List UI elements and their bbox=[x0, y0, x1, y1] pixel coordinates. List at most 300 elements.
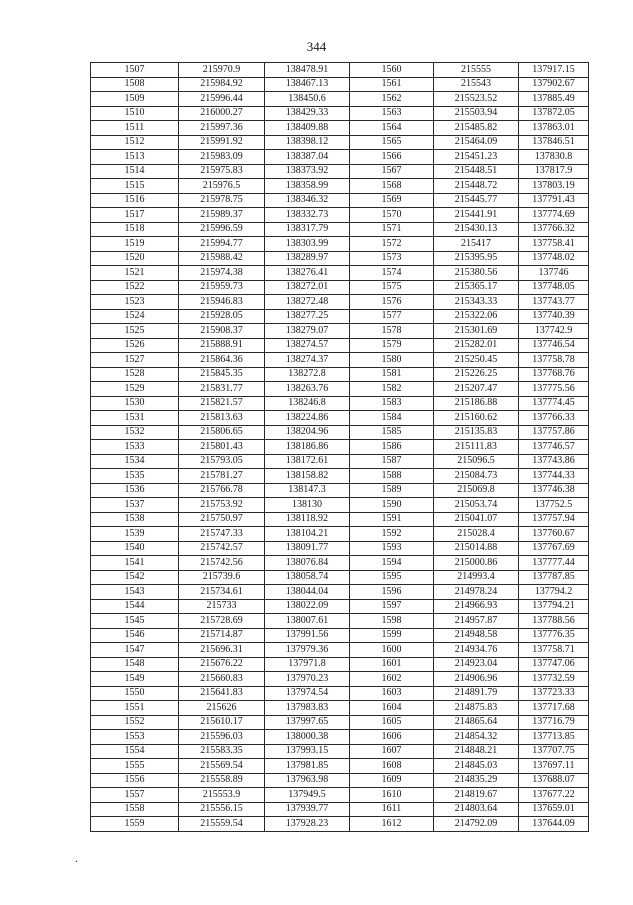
point-number-cell: 1601 bbox=[350, 657, 434, 672]
x-coordinate-cell: 215793.05 bbox=[179, 454, 265, 469]
table-row bbox=[91, 454, 589, 469]
y-coordinate-cell: 137863.01 bbox=[519, 121, 589, 136]
table-row bbox=[91, 541, 589, 556]
y-coordinate-cell: 137713.85 bbox=[519, 730, 589, 745]
x-coordinate-cell: 215959.73 bbox=[179, 280, 265, 295]
x-coordinate-cell: 215084.73 bbox=[434, 469, 519, 484]
x-coordinate-cell: 215766.78 bbox=[179, 483, 265, 498]
point-number-cell: 1512 bbox=[91, 135, 179, 150]
x-coordinate-cell: 214845.03 bbox=[434, 759, 519, 774]
page-number: 344 bbox=[306, 39, 327, 54]
x-coordinate-cell: 215135.83 bbox=[434, 425, 519, 440]
point-number-cell: 1541 bbox=[91, 556, 179, 571]
y-coordinate-cell: 137872.05 bbox=[519, 106, 589, 121]
y-coordinate-cell: 137659.01 bbox=[519, 802, 589, 817]
point-number-cell: 1555 bbox=[91, 759, 179, 774]
y-coordinate-cell: 137677.22 bbox=[519, 788, 589, 803]
x-coordinate-cell: 215733 bbox=[179, 599, 265, 614]
point-number-cell: 1603 bbox=[350, 686, 434, 701]
point-number-cell: 1561 bbox=[350, 77, 434, 92]
y-coordinate-cell: 137928.23 bbox=[265, 817, 350, 832]
y-coordinate-cell: 138130 bbox=[265, 498, 350, 513]
x-coordinate-cell: 215583.35 bbox=[179, 744, 265, 759]
y-coordinate-cell: 137740.39 bbox=[519, 309, 589, 324]
point-number-cell: 1558 bbox=[91, 802, 179, 817]
table-row bbox=[91, 585, 589, 600]
y-coordinate-cell: 137830.8 bbox=[519, 150, 589, 165]
table-row bbox=[91, 657, 589, 672]
y-coordinate-cell: 137846.51 bbox=[519, 135, 589, 150]
x-coordinate-cell: 215417 bbox=[434, 237, 519, 252]
y-coordinate-cell: 137697.11 bbox=[519, 759, 589, 774]
y-coordinate-cell: 138224.86 bbox=[265, 411, 350, 426]
x-coordinate-cell: 215742.56 bbox=[179, 556, 265, 571]
y-coordinate-cell: 138076.84 bbox=[265, 556, 350, 571]
x-coordinate-cell: 215395.95 bbox=[434, 251, 519, 266]
x-coordinate-cell: 215946.83 bbox=[179, 295, 265, 310]
y-coordinate-cell: 137748.05 bbox=[519, 280, 589, 295]
table-row bbox=[91, 150, 589, 165]
point-number-cell: 1556 bbox=[91, 773, 179, 788]
table-row bbox=[91, 106, 589, 121]
y-coordinate-cell: 137746.38 bbox=[519, 483, 589, 498]
y-coordinate-cell: 137971.8 bbox=[265, 657, 350, 672]
table-row bbox=[91, 643, 589, 658]
y-coordinate-cell: 137752.5 bbox=[519, 498, 589, 513]
y-coordinate-cell: 137716.79 bbox=[519, 715, 589, 730]
x-coordinate-cell: 215696.31 bbox=[179, 643, 265, 658]
table-row bbox=[91, 338, 589, 353]
point-number-cell: 1592 bbox=[350, 527, 434, 542]
table-row bbox=[91, 193, 589, 208]
x-coordinate-cell: 214854.32 bbox=[434, 730, 519, 745]
x-coordinate-cell: 215380.56 bbox=[434, 266, 519, 281]
point-number-cell: 1576 bbox=[350, 295, 434, 310]
x-coordinate-cell: 215226.25 bbox=[434, 367, 519, 382]
x-coordinate-cell: 215864.36 bbox=[179, 353, 265, 368]
point-number-cell: 1612 bbox=[350, 817, 434, 832]
y-coordinate-cell: 138272.8 bbox=[265, 367, 350, 382]
point-number-cell: 1572 bbox=[350, 237, 434, 252]
x-coordinate-cell: 215970.9 bbox=[179, 63, 265, 78]
point-number-cell: 1590 bbox=[350, 498, 434, 513]
x-coordinate-cell: 214875.83 bbox=[434, 701, 519, 716]
point-number-cell: 1608 bbox=[350, 759, 434, 774]
table-row bbox=[91, 280, 589, 295]
x-coordinate-cell: 215365.17 bbox=[434, 280, 519, 295]
point-number-cell: 1597 bbox=[350, 599, 434, 614]
table-row bbox=[91, 179, 589, 194]
point-number-cell: 1569 bbox=[350, 193, 434, 208]
point-number-cell: 1580 bbox=[350, 353, 434, 368]
table-row bbox=[91, 237, 589, 252]
x-coordinate-cell: 215160.62 bbox=[434, 411, 519, 426]
y-coordinate-cell: 137757.86 bbox=[519, 425, 589, 440]
x-coordinate-cell: 215676.22 bbox=[179, 657, 265, 672]
point-number-cell: 1582 bbox=[350, 382, 434, 397]
coordinates-table bbox=[90, 62, 589, 832]
point-number-cell: 1535 bbox=[91, 469, 179, 484]
x-coordinate-cell: 215997.36 bbox=[179, 121, 265, 136]
y-coordinate-cell: 138303.99 bbox=[265, 237, 350, 252]
point-number-cell: 1604 bbox=[350, 701, 434, 716]
x-coordinate-cell: 215053.74 bbox=[434, 498, 519, 513]
point-number-cell: 1591 bbox=[350, 512, 434, 527]
y-coordinate-cell: 138450.6 bbox=[265, 92, 350, 107]
x-coordinate-cell: 215747.33 bbox=[179, 527, 265, 542]
table-row bbox=[91, 251, 589, 266]
point-number-cell: 1508 bbox=[91, 77, 179, 92]
point-number-cell: 1607 bbox=[350, 744, 434, 759]
point-number-cell: 1511 bbox=[91, 121, 179, 136]
y-coordinate-cell: 137993.15 bbox=[265, 744, 350, 759]
table-row bbox=[91, 701, 589, 716]
x-coordinate-cell: 215553.9 bbox=[179, 788, 265, 803]
table-row bbox=[91, 309, 589, 324]
point-number-cell: 1581 bbox=[350, 367, 434, 382]
x-coordinate-cell: 215983.09 bbox=[179, 150, 265, 165]
y-coordinate-cell: 137746.57 bbox=[519, 440, 589, 455]
x-coordinate-cell: 215523.52 bbox=[434, 92, 519, 107]
x-coordinate-cell: 215448.72 bbox=[434, 179, 519, 194]
y-coordinate-cell: 138274.57 bbox=[265, 338, 350, 353]
y-coordinate-cell: 138118.92 bbox=[265, 512, 350, 527]
y-coordinate-cell: 138276.41 bbox=[265, 266, 350, 281]
point-number-cell: 1539 bbox=[91, 527, 179, 542]
x-coordinate-cell: 215714.87 bbox=[179, 628, 265, 643]
x-coordinate-cell: 215989.37 bbox=[179, 208, 265, 223]
y-coordinate-cell: 138332.73 bbox=[265, 208, 350, 223]
point-number-cell: 1605 bbox=[350, 715, 434, 730]
point-number-cell: 1562 bbox=[350, 92, 434, 107]
point-number-cell: 1570 bbox=[350, 208, 434, 223]
table-row bbox=[91, 556, 589, 571]
x-coordinate-cell: 214957.87 bbox=[434, 614, 519, 629]
table-row bbox=[91, 92, 589, 107]
point-number-cell: 1602 bbox=[350, 672, 434, 687]
x-coordinate-cell: 215503.94 bbox=[434, 106, 519, 121]
point-number-cell: 1532 bbox=[91, 425, 179, 440]
y-coordinate-cell: 138044.04 bbox=[265, 585, 350, 600]
x-coordinate-cell: 214792.09 bbox=[434, 817, 519, 832]
table-row bbox=[91, 222, 589, 237]
point-number-cell: 1610 bbox=[350, 788, 434, 803]
table-row bbox=[91, 367, 589, 382]
y-coordinate-cell: 138346.32 bbox=[265, 193, 350, 208]
y-coordinate-cell: 137732.59 bbox=[519, 672, 589, 687]
point-number-cell: 1554 bbox=[91, 744, 179, 759]
x-coordinate-cell: 215806.65 bbox=[179, 425, 265, 440]
x-coordinate-cell: 215994.77 bbox=[179, 237, 265, 252]
table-row bbox=[91, 570, 589, 585]
point-number-cell: 1524 bbox=[91, 309, 179, 324]
point-number-cell: 1517 bbox=[91, 208, 179, 223]
table-row bbox=[91, 483, 589, 498]
point-number-cell: 1609 bbox=[350, 773, 434, 788]
y-coordinate-cell: 138172.61 bbox=[265, 454, 350, 469]
x-coordinate-cell: 215813.63 bbox=[179, 411, 265, 426]
y-coordinate-cell: 138091.77 bbox=[265, 541, 350, 556]
table-row bbox=[91, 295, 589, 310]
table-row bbox=[91, 77, 589, 92]
point-number-cell: 1595 bbox=[350, 570, 434, 585]
point-number-cell: 1593 bbox=[350, 541, 434, 556]
y-coordinate-cell: 138277.25 bbox=[265, 309, 350, 324]
y-coordinate-cell: 137744.33 bbox=[519, 469, 589, 484]
x-coordinate-cell: 215556.15 bbox=[179, 802, 265, 817]
y-coordinate-cell: 137979.36 bbox=[265, 643, 350, 658]
x-coordinate-cell: 215250.45 bbox=[434, 353, 519, 368]
y-coordinate-cell: 138358.99 bbox=[265, 179, 350, 194]
y-coordinate-cell: 137974.54 bbox=[265, 686, 350, 701]
x-coordinate-cell: 214923.04 bbox=[434, 657, 519, 672]
point-number-cell: 1510 bbox=[91, 106, 179, 121]
point-number-cell: 1534 bbox=[91, 454, 179, 469]
point-number-cell: 1550 bbox=[91, 686, 179, 701]
y-coordinate-cell: 137747.06 bbox=[519, 657, 589, 672]
point-number-cell: 1563 bbox=[350, 106, 434, 121]
y-coordinate-cell: 137743.86 bbox=[519, 454, 589, 469]
x-coordinate-cell: 215207.47 bbox=[434, 382, 519, 397]
point-number-cell: 1566 bbox=[350, 150, 434, 165]
point-number-cell: 1548 bbox=[91, 657, 179, 672]
y-coordinate-cell: 137803.19 bbox=[519, 179, 589, 194]
table-row bbox=[91, 759, 589, 774]
x-coordinate-cell: 215111.83 bbox=[434, 440, 519, 455]
y-coordinate-cell: 138147.3 bbox=[265, 483, 350, 498]
y-coordinate-cell: 138158.82 bbox=[265, 469, 350, 484]
point-number-cell: 1598 bbox=[350, 614, 434, 629]
point-number-cell: 1606 bbox=[350, 730, 434, 745]
y-coordinate-cell: 138279.07 bbox=[265, 324, 350, 339]
table-row bbox=[91, 63, 589, 78]
y-coordinate-cell: 138274.37 bbox=[265, 353, 350, 368]
x-coordinate-cell: 214835.29 bbox=[434, 773, 519, 788]
y-coordinate-cell: 138058.74 bbox=[265, 570, 350, 585]
coordinates-table-body bbox=[91, 63, 589, 832]
x-coordinate-cell: 215988.42 bbox=[179, 251, 265, 266]
point-number-cell: 1564 bbox=[350, 121, 434, 136]
point-number-cell: 1599 bbox=[350, 628, 434, 643]
x-coordinate-cell: 214934.76 bbox=[434, 643, 519, 658]
point-number-cell: 1526 bbox=[91, 338, 179, 353]
x-coordinate-cell: 214978.24 bbox=[434, 585, 519, 600]
x-coordinate-cell: 214891.79 bbox=[434, 686, 519, 701]
y-coordinate-cell: 137917.15 bbox=[519, 63, 589, 78]
table-row bbox=[91, 817, 589, 832]
point-number-cell: 1596 bbox=[350, 585, 434, 600]
y-coordinate-cell: 137758.71 bbox=[519, 643, 589, 658]
point-number-cell: 1542 bbox=[91, 570, 179, 585]
point-number-cell: 1568 bbox=[350, 179, 434, 194]
x-coordinate-cell: 215282.01 bbox=[434, 338, 519, 353]
point-number-cell: 1520 bbox=[91, 251, 179, 266]
x-coordinate-cell: 215301.69 bbox=[434, 324, 519, 339]
x-coordinate-cell: 215888.91 bbox=[179, 338, 265, 353]
point-number-cell: 1515 bbox=[91, 179, 179, 194]
y-coordinate-cell: 137644.09 bbox=[519, 817, 589, 832]
point-number-cell: 1518 bbox=[91, 222, 179, 237]
point-number-cell: 1611 bbox=[350, 802, 434, 817]
table-row bbox=[91, 440, 589, 455]
x-coordinate-cell: 215660.83 bbox=[179, 672, 265, 687]
x-coordinate-cell: 215781.27 bbox=[179, 469, 265, 484]
x-coordinate-cell: 214819.67 bbox=[434, 788, 519, 803]
x-coordinate-cell: 214848.21 bbox=[434, 744, 519, 759]
x-coordinate-cell: 215343.33 bbox=[434, 295, 519, 310]
y-coordinate-cell: 137717.68 bbox=[519, 701, 589, 716]
y-coordinate-cell: 138272.01 bbox=[265, 280, 350, 295]
y-coordinate-cell: 137767.69 bbox=[519, 541, 589, 556]
table-row bbox=[91, 469, 589, 484]
x-coordinate-cell: 215000.86 bbox=[434, 556, 519, 571]
point-number-cell: 1557 bbox=[91, 788, 179, 803]
y-coordinate-cell: 137939.77 bbox=[265, 802, 350, 817]
y-coordinate-cell: 137707.75 bbox=[519, 744, 589, 759]
footer-mark: . bbox=[75, 851, 78, 865]
y-coordinate-cell: 138467.13 bbox=[265, 77, 350, 92]
table-row bbox=[91, 686, 589, 701]
y-coordinate-cell: 137768.76 bbox=[519, 367, 589, 382]
x-coordinate-cell: 215996.59 bbox=[179, 222, 265, 237]
point-number-cell: 1513 bbox=[91, 150, 179, 165]
point-number-cell: 1565 bbox=[350, 135, 434, 150]
y-coordinate-cell: 137791.43 bbox=[519, 193, 589, 208]
point-number-cell: 1578 bbox=[350, 324, 434, 339]
y-coordinate-cell: 137766.33 bbox=[519, 411, 589, 426]
x-coordinate-cell: 215543 bbox=[434, 77, 519, 92]
x-coordinate-cell: 214906.96 bbox=[434, 672, 519, 687]
y-coordinate-cell: 137794.21 bbox=[519, 599, 589, 614]
point-number-cell: 1559 bbox=[91, 817, 179, 832]
table-row bbox=[91, 353, 589, 368]
y-coordinate-cell: 137794.2 bbox=[519, 585, 589, 600]
y-coordinate-cell: 138478.91 bbox=[265, 63, 350, 78]
point-number-cell: 1509 bbox=[91, 92, 179, 107]
point-number-cell: 1530 bbox=[91, 396, 179, 411]
x-coordinate-cell: 215908.37 bbox=[179, 324, 265, 339]
y-coordinate-cell: 137776.35 bbox=[519, 628, 589, 643]
y-coordinate-cell: 137774.69 bbox=[519, 208, 589, 223]
y-coordinate-cell: 138409.88 bbox=[265, 121, 350, 136]
x-coordinate-cell: 215739.6 bbox=[179, 570, 265, 585]
point-number-cell: 1525 bbox=[91, 324, 179, 339]
point-number-cell: 1545 bbox=[91, 614, 179, 629]
x-coordinate-cell: 215430.13 bbox=[434, 222, 519, 237]
y-coordinate-cell: 137817.9 bbox=[519, 164, 589, 179]
y-coordinate-cell: 137983.83 bbox=[265, 701, 350, 716]
x-coordinate-cell: 215641.83 bbox=[179, 686, 265, 701]
table-row bbox=[91, 411, 589, 426]
y-coordinate-cell: 138263.76 bbox=[265, 382, 350, 397]
table-row bbox=[91, 208, 589, 223]
x-coordinate-cell: 215028.4 bbox=[434, 527, 519, 542]
y-coordinate-cell: 138398.12 bbox=[265, 135, 350, 150]
point-number-cell: 1586 bbox=[350, 440, 434, 455]
point-number-cell: 1573 bbox=[350, 251, 434, 266]
y-coordinate-cell: 138272.48 bbox=[265, 295, 350, 310]
y-coordinate-cell: 138007.61 bbox=[265, 614, 350, 629]
point-number-cell: 1551 bbox=[91, 701, 179, 716]
y-coordinate-cell: 138289.97 bbox=[265, 251, 350, 266]
table-row bbox=[91, 672, 589, 687]
table-row bbox=[91, 773, 589, 788]
y-coordinate-cell: 138429.33 bbox=[265, 106, 350, 121]
point-number-cell: 1587 bbox=[350, 454, 434, 469]
point-number-cell: 1516 bbox=[91, 193, 179, 208]
table-row bbox=[91, 425, 589, 440]
x-coordinate-cell: 215445.77 bbox=[434, 193, 519, 208]
x-coordinate-cell: 214803.64 bbox=[434, 802, 519, 817]
table-row bbox=[91, 802, 589, 817]
x-coordinate-cell: 215626 bbox=[179, 701, 265, 716]
x-coordinate-cell: 215976.5 bbox=[179, 179, 265, 194]
point-number-cell: 1543 bbox=[91, 585, 179, 600]
point-number-cell: 1579 bbox=[350, 338, 434, 353]
table-row bbox=[91, 324, 589, 339]
x-coordinate-cell: 215728.69 bbox=[179, 614, 265, 629]
y-coordinate-cell: 137774.45 bbox=[519, 396, 589, 411]
point-number-cell: 1540 bbox=[91, 541, 179, 556]
x-coordinate-cell: 215464.09 bbox=[434, 135, 519, 150]
y-coordinate-cell: 137746 bbox=[519, 266, 589, 281]
point-number-cell: 1522 bbox=[91, 280, 179, 295]
x-coordinate-cell: 215096.5 bbox=[434, 454, 519, 469]
y-coordinate-cell: 137991.56 bbox=[265, 628, 350, 643]
y-coordinate-cell: 137688.07 bbox=[519, 773, 589, 788]
y-coordinate-cell: 138317.79 bbox=[265, 222, 350, 237]
point-number-cell: 1585 bbox=[350, 425, 434, 440]
point-number-cell: 1549 bbox=[91, 672, 179, 687]
y-coordinate-cell: 138000.38 bbox=[265, 730, 350, 745]
point-number-cell: 1519 bbox=[91, 237, 179, 252]
y-coordinate-cell: 137885.49 bbox=[519, 92, 589, 107]
x-coordinate-cell: 215928.05 bbox=[179, 309, 265, 324]
point-number-cell: 1536 bbox=[91, 483, 179, 498]
x-coordinate-cell: 215322.06 bbox=[434, 309, 519, 324]
x-coordinate-cell: 215821.57 bbox=[179, 396, 265, 411]
table-row bbox=[91, 614, 589, 629]
x-coordinate-cell: 215041.07 bbox=[434, 512, 519, 527]
y-coordinate-cell: 137949.5 bbox=[265, 788, 350, 803]
x-coordinate-cell: 215845.35 bbox=[179, 367, 265, 382]
x-coordinate-cell: 215978.75 bbox=[179, 193, 265, 208]
table-row bbox=[91, 382, 589, 397]
point-number-cell: 1589 bbox=[350, 483, 434, 498]
y-coordinate-cell: 137758.78 bbox=[519, 353, 589, 368]
x-coordinate-cell: 215596.03 bbox=[179, 730, 265, 745]
y-coordinate-cell: 138022.09 bbox=[265, 599, 350, 614]
y-coordinate-cell: 137742.9 bbox=[519, 324, 589, 339]
point-number-cell: 1507 bbox=[91, 63, 179, 78]
x-coordinate-cell: 214993.4 bbox=[434, 570, 519, 585]
y-coordinate-cell: 137775.56 bbox=[519, 382, 589, 397]
point-number-cell: 1523 bbox=[91, 295, 179, 310]
x-coordinate-cell: 215558.89 bbox=[179, 773, 265, 788]
x-coordinate-cell: 215831.77 bbox=[179, 382, 265, 397]
point-number-cell: 1577 bbox=[350, 309, 434, 324]
x-coordinate-cell: 214865.64 bbox=[434, 715, 519, 730]
point-number-cell: 1521 bbox=[91, 266, 179, 281]
table-row bbox=[91, 527, 589, 542]
table-row bbox=[91, 512, 589, 527]
y-coordinate-cell: 137787.85 bbox=[519, 570, 589, 585]
table-row bbox=[91, 744, 589, 759]
point-number-cell: 1527 bbox=[91, 353, 179, 368]
x-coordinate-cell: 215742.57 bbox=[179, 541, 265, 556]
y-coordinate-cell: 137758.41 bbox=[519, 237, 589, 252]
table-row bbox=[91, 628, 589, 643]
